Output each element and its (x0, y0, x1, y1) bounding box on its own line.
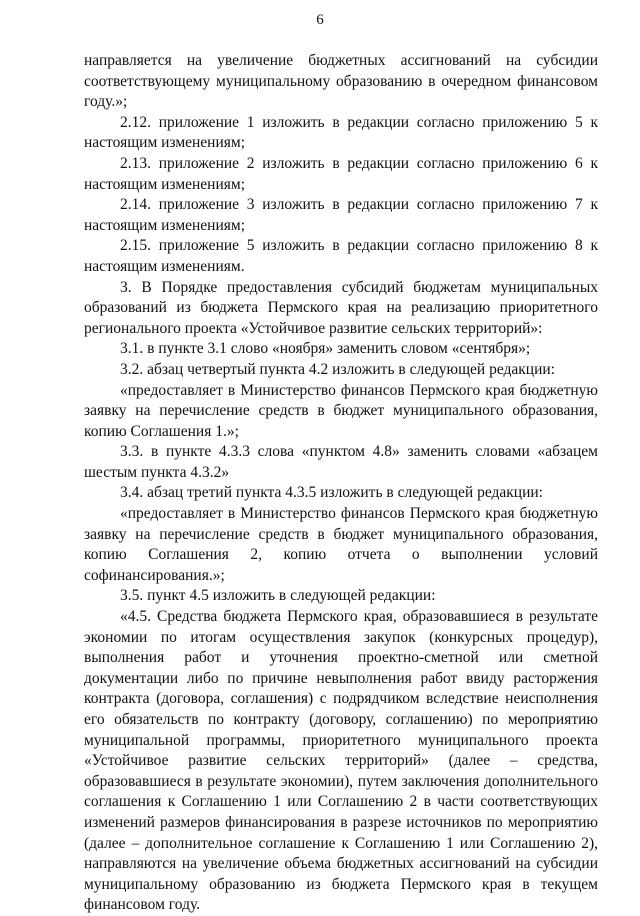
paragraph-continuation: направляется на увеличение бюджетных ассигнований на субсидии соответствующему муниципальному образованию в очередном финансовом году.»; (84, 52, 598, 111)
paragraph-item-2-15: 2.15. приложение 5 изложить в редакции согласно приложению 8 к настоящим изменениям. (84, 237, 598, 275)
paragraph-quote-4-5: «4.5. Средства бюджета Пермского края, образовавшиеся в результате экономии по итогам осуществления закупок (конкурсных процедур), выполнения работ и уточнения проектно-сметной или сметной документации либо по причине невыполнения работ ввиду расторжения контракта (договора, соглашения) с подрядчиком вследствие неисполнения его обязательств по контракту (договору, соглашению) по мероприятию муниципальной программы, приоритетного муниципального проекта «Устойчивое развитие сельских территорий» (далее – средства, образовавшиеся в результате экономии), путем заключения дополнительного соглашения к Соглашению 1 или Соглашению 2 в части соответствующих изменений размеров финансирования в разрезе источников по мероприятию (далее – дополнительное соглашение к Соглашению 1 или Соглашению 2), направляются на увеличение объема бюджетных ассигнований на субсидии муниципальному образованию из бюджета Пермского края в текущем финансовом году. (84, 608, 598, 914)
document-body (84, 51, 598, 916)
paragraph-quote-3-4: «предоставляет в Министерство финансов Пермского края бюджетную заявку на перечисление средств в бюджет муниципального образования, копию Соглашения 2, копию отчета о выполнении условий софинансирования.»; (84, 505, 598, 584)
paragraph-item-2-14: 2.14. приложение 3 изложить в редакции согласно приложению 7 к настоящим изменениям; (84, 196, 598, 234)
page-number: 6 (316, 12, 324, 28)
paragraph-item-3-2: 3.2. абзац четвертый пункта 4.2 изложить в следующей редакции: (120, 360, 555, 378)
paragraph-item-3-5: 3.5. пункт 4.5 изложить в следующей редакции: (120, 587, 436, 605)
paragraph-item-3: 3. В Порядке предоставления субсидий бюджетам муниципальных образований из бюджета Пермского края на реализацию приоритетного регионального проекта «Устойчивое развитие сельских территорий»: (84, 278, 598, 337)
paragraph-item-2-12: 2.12. приложение 1 изложить в редакции согласно приложению 5 к настоящим изменениям; (84, 113, 598, 152)
paragraph-item-3-1: 3.1. в пункте 3.1 слово «ноября» заменить словом «сентября»; (120, 340, 531, 358)
paragraph-item-2-13: 2.13. приложение 2 изложить в редакции согласно приложению 6 к настоящим изменениям; (84, 154, 598, 193)
paragraph-item-3-4: 3.4. абзац третий пункта 4.3.5 изложить в следующей редакции: (120, 484, 543, 502)
paragraph-quote-3-2: «предоставляет в Министерство финансов Пермского края бюджетную заявку на перечисление средств в бюджет муниципального образования, копию Соглашения 1.»; (84, 381, 598, 440)
paragraph-item-3-3: 3.3. в пункте 4.3.3 слова «пунктом 4.8» заменить словами «абзацем шестым пункта 4.3.2» (84, 443, 598, 481)
